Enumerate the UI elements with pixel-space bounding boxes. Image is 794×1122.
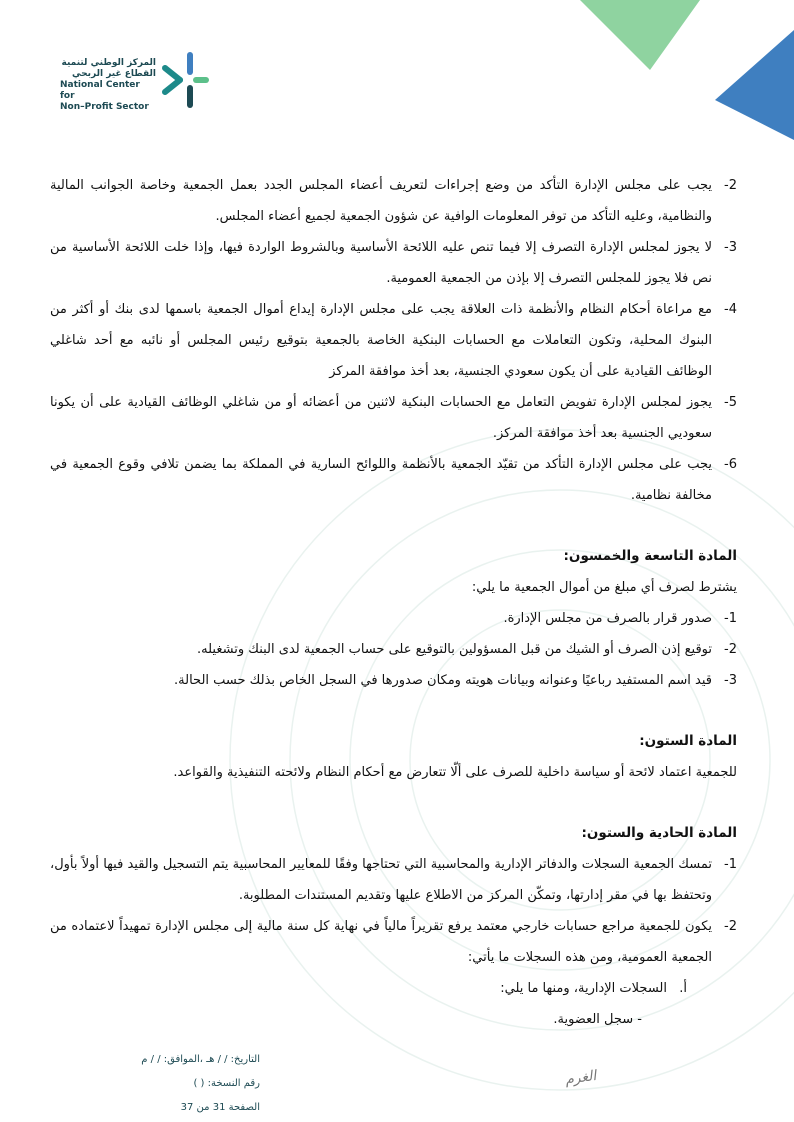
- corner-blue-shape: [715, 30, 794, 140]
- article-59-heading: المادة التاسعة والخمسون:: [563, 548, 737, 564]
- article-59-list: [50, 603, 737, 696]
- logo-arabic-line2: القطاع غير الربحي: [72, 69, 156, 79]
- article-59-intro: يشترط لصرف أي مبلغ من أموال الجمعية ما يلي:: [471, 580, 737, 595]
- list-item: 5 - يجوز لمجلس الإدارة تفويض التعامل مع الحسابات البنكية لاثنين من أعضائه أو من شاغلي الوظائف القيادية على أن يكونا سعوديي الجنسية بعد أخذ موافقة المركز.: [50, 387, 737, 449]
- document-body: [50, 170, 737, 1035]
- footer-page-number: الصفحة 31 من 37: [180, 1102, 260, 1113]
- list-item: 1 - تمسك الجمعية السجلات والدفاتر الإدارية والمحاسبية التي تحتاجها وفقًا للمعايير المحاسبية يتم التسجيل والقيد فيها أولاً بأول، وتحتفظ بها في مقر إدارتها، وتمكّن المركز من الاطلاع عليها وتقديم المستندات المطلوبة.: [50, 849, 737, 911]
- footer-date: التاريخ: / / هـ ،الموافق: / / م: [141, 1054, 260, 1065]
- list-item: 3 - لا يجوز لمجلس الإدارة التصرف إلا فيما تنص عليه اللائحة الأساسية وبالشروط الواردة فيها، وإذا خلت اللائحة الأساسية من نص فلا يجوز للمجلس التصرف إلا بإذن من الجمعية العمومية.: [50, 232, 737, 294]
- list-item: - سجل العضوية.: [553, 1012, 642, 1027]
- footer-copy-number: رقم النسخة: ( ): [193, 1078, 260, 1089]
- ncnp-logo: [60, 50, 220, 120]
- ncnp-logo-mark-icon: [160, 50, 210, 110]
- list-item: أ . السجلات الإدارية، ومنها ما يلي:: [50, 973, 687, 1004]
- article-61-heading: المادة الحادية والستون:: [581, 825, 737, 841]
- logo-english-line2: Non–Profit Sector: [60, 102, 149, 112]
- article-60-text: للجمعية اعتماد لائحة أو سياسة داخلية للصرف على ألّا تتعارض مع أحكام النظام ولائحته التنفيذية والقواعد.: [173, 765, 737, 780]
- article-60-heading: المادة الستون:: [639, 733, 737, 749]
- logo-text: [60, 58, 156, 113]
- article-61-subsublist: [50, 1004, 737, 1035]
- logo-arabic-line1: المركز الوطني لتنمية: [61, 58, 156, 68]
- article-61-list: [50, 849, 737, 973]
- logo-english-line1: National Center for: [60, 80, 140, 101]
- list-item: 3 - قيد اسم المستفيد رباعيًا وعنوانه وبيانات هويته ومكان صدورها في السجل الخاص بذلك حسب الحالة.: [50, 665, 737, 696]
- corner-green-shape: [580, 0, 700, 70]
- signature: الغرم: [564, 1067, 598, 1089]
- board-duties-list: [50, 170, 737, 511]
- list-item: 4 - مع مراعاة أحكام النظام والأنظمة ذات العلاقة يجب على مجلس الإدارة إيداع أموال الجمعية باسمها لدى بنك أو أكثر من البنوك المحلية، وتكون التعاملات مع الحسابات البنكية الخاصة بالجمعية بتوقيع رئيس المجلس أو نائبه مع أحد شاغلي الوظائف القيادية على أن يكون سعودي الجنسية، بعد أخذ موافقة المركز: [50, 294, 737, 387]
- list-item: 6 - يجب على مجلس الإدارة التأكد من تقيّد الجمعية بالأنظمة واللوائح السارية في المملكة بما يضمن تلافي وقوع الجمعية في مخالفة نظامية.: [50, 449, 737, 511]
- list-item: 2 - يكون للجمعية مراجع حسابات خارجي معتمد يرفع تقريراً مالياً في نهاية كل سنة مالية إلى مجلس الإدارة تمهيداً لاعتماده من الجمعية العمومية، ومن هذه السجلات ما يأتي:: [50, 911, 737, 973]
- page-footer: [60, 1048, 260, 1120]
- list-item: 2 - توقيع إذن الصرف أو الشيك من قبل المسؤولين بالتوقيع على حساب الجمعية لدى البنك وتشغيله.: [50, 634, 737, 665]
- list-item: 2 - يجب على مجلس الإدارة التأكد من وضع إجراءات لتعريف أعضاء المجلس الجدد بعمل الجمعية وخاصة الجوانب المالية والنظامية، وعليه التأكد من توفر المعلومات الوافية عن شؤون الجمعية لجميع أعضاء المجلس.: [50, 170, 737, 232]
- list-item: 1 - صدور قرار بالصرف من مجلس الإدارة.: [50, 603, 737, 634]
- article-61-sublist: [50, 973, 737, 1004]
